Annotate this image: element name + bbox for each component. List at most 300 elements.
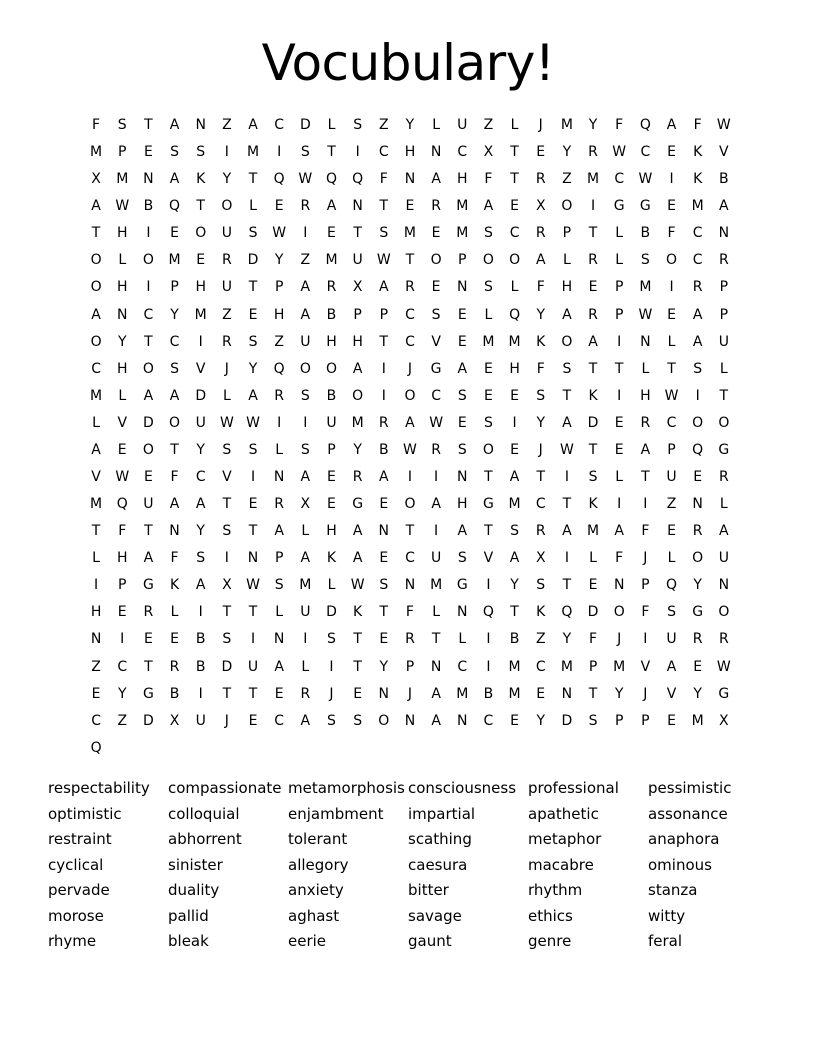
grid-letter: U <box>195 414 206 431</box>
word-list-item: metaphor <box>528 830 602 848</box>
grid-letter: M <box>508 333 521 350</box>
grid-letter: Y <box>353 441 362 458</box>
grid-letter: X <box>483 144 494 161</box>
word-list-item: scathing <box>408 830 472 848</box>
grid-letter: U <box>718 333 729 350</box>
grid-letter: O <box>90 279 102 296</box>
grid-letter: R <box>692 279 703 296</box>
grid-letter: E <box>483 387 493 404</box>
grid-letter: V <box>431 333 441 350</box>
grid-letter: T <box>144 117 153 133</box>
grid-letter: Q <box>666 577 678 594</box>
grid-letter: J <box>617 631 622 648</box>
grid-letter: L <box>484 306 493 323</box>
grid-letter: G <box>352 496 364 513</box>
grid-letter: O <box>352 387 364 404</box>
grid-letter: T <box>562 387 572 404</box>
grid-letter: K <box>588 387 598 404</box>
grid-letter: F <box>641 604 650 621</box>
grid-letter: R <box>535 523 546 540</box>
grid-letter: I <box>434 523 439 540</box>
grid-letter: J <box>407 685 413 702</box>
grid-letter: X <box>352 279 363 296</box>
grid-letter: M <box>560 117 573 133</box>
grid-letter: E <box>327 225 336 242</box>
grid-letter: C <box>457 658 468 675</box>
grid-letter: W <box>219 414 234 431</box>
word-list-item: macabre <box>528 855 594 874</box>
grid-letter: U <box>221 279 232 296</box>
grid-letter: C <box>91 360 101 377</box>
grid-letter: I <box>224 144 229 161</box>
grid-letter: T <box>91 523 101 540</box>
grid-letter: A <box>352 550 363 567</box>
grid-letter: E <box>405 198 415 215</box>
grid-letter: R <box>300 198 311 215</box>
grid-letter: Z <box>222 306 232 323</box>
grid-letter: I <box>198 685 203 702</box>
grid-letter: F <box>405 604 414 621</box>
grid-letter: D <box>587 604 599 621</box>
grid-letter: S <box>693 360 703 377</box>
word-list-item: impartial <box>408 804 476 823</box>
grid-letter: T <box>562 577 572 594</box>
grid-letter: L <box>458 631 467 648</box>
grid-letter: S <box>222 523 232 540</box>
grid-letter: K <box>536 604 546 621</box>
grid-letter: Y <box>379 658 389 675</box>
grid-letter: T <box>91 225 101 242</box>
grid-letter: L <box>249 198 257 215</box>
grid-letter: E <box>536 685 546 702</box>
grid-letter: O <box>666 252 678 269</box>
word-list-item: pervade <box>48 881 110 899</box>
grid-letter: L <box>92 550 100 567</box>
word-list-item: morose <box>48 906 104 925</box>
grid-letter: S <box>196 144 206 161</box>
grid-letter: P <box>118 577 127 594</box>
grid-letter: E <box>379 496 389 513</box>
grid-letter: E <box>431 279 441 296</box>
grid-letter: O <box>482 441 494 458</box>
grid-letter: Y <box>614 685 624 702</box>
grid-letter: Q <box>509 306 521 323</box>
grid-letter: T <box>510 604 519 621</box>
grid-letter: E <box>353 685 363 702</box>
grid-letter: H <box>90 604 102 621</box>
word-list-item: rhyme <box>48 932 97 950</box>
grid-letter: R <box>378 414 389 431</box>
grid-letter: T <box>196 198 205 215</box>
grid-letter: A <box>405 414 415 431</box>
grid-letter: E <box>170 225 179 242</box>
grid-letter: T <box>353 631 362 648</box>
grid-letter: D <box>143 712 154 729</box>
grid-letter: O <box>509 252 521 269</box>
grid-letter: Y <box>248 360 258 377</box>
grid-letter: A <box>195 577 206 594</box>
grid-letter: T <box>667 360 676 377</box>
grid-letter: A <box>248 117 258 133</box>
grid-letter: N <box>404 171 416 188</box>
grid-letter: A <box>535 252 546 269</box>
grid-letter: A <box>719 198 729 215</box>
grid-letter: M <box>691 198 704 215</box>
grid-letter: A <box>248 387 258 404</box>
grid-letter: I <box>94 577 99 594</box>
grid-letter: T <box>719 387 729 404</box>
grid-letter: N <box>692 496 703 513</box>
grid-letter: S <box>222 631 232 648</box>
grid-letter: Z <box>300 252 311 269</box>
grid-letter: G <box>718 685 730 702</box>
grid-letter: L <box>667 333 676 350</box>
grid-letter: E <box>693 658 703 675</box>
word-list-item: caesura <box>408 855 468 874</box>
grid-letter: E <box>143 631 153 648</box>
grid-letter: Z <box>274 333 284 350</box>
grid-letter: S <box>117 117 127 133</box>
grid-letter: T <box>248 685 258 702</box>
grid-letter: C <box>640 144 651 161</box>
word-list-item: savage <box>408 906 462 925</box>
grid-letter: H <box>116 550 128 567</box>
grid-letter: E <box>614 414 624 431</box>
grid-letter: A <box>509 469 520 486</box>
grid-letter: O <box>692 414 704 431</box>
grid-letter: A <box>719 523 729 540</box>
word-list-item: bleak <box>168 932 209 950</box>
grid-letter: S <box>640 252 650 269</box>
grid-letter: S <box>483 279 493 296</box>
grid-letter: F <box>118 523 127 540</box>
grid-letter: R <box>221 333 232 350</box>
word-list-item: pallid <box>168 906 209 925</box>
grid-letter: I <box>564 469 569 486</box>
grid-letter: C <box>405 550 415 567</box>
grid-letter: C <box>378 144 389 161</box>
grid-letter: M <box>508 685 521 702</box>
grid-letter: H <box>640 387 651 404</box>
grid-letter: N <box>90 631 102 648</box>
grid-letter: T <box>536 469 546 486</box>
grid-letter: L <box>719 360 728 377</box>
grid-letter: I <box>198 333 203 350</box>
grid-letter: E <box>379 550 389 567</box>
grid-letter: T <box>170 441 179 458</box>
grid-letter: I <box>669 279 674 296</box>
grid-letter: D <box>326 604 337 621</box>
grid-letter: P <box>274 550 284 567</box>
grid-letter: T <box>588 685 598 702</box>
grid-letter: Y <box>222 171 232 188</box>
grid-letter: R <box>169 658 180 675</box>
grid-letter: A <box>274 658 284 675</box>
grid-letter: O <box>718 414 730 431</box>
grid-letter: M <box>168 252 181 269</box>
grid-letter: D <box>195 387 207 404</box>
grid-letter: R <box>143 604 154 621</box>
grid-letter: B <box>169 685 180 702</box>
grid-letter: C <box>692 252 703 269</box>
grid-letter: I <box>303 631 308 648</box>
grid-letter: T <box>510 171 519 188</box>
grid-letter: A <box>457 360 468 377</box>
grid-letter: L <box>118 252 127 269</box>
grid-letter: I <box>120 631 125 648</box>
grid-letter: R <box>718 469 729 486</box>
grid-letter: X <box>535 550 546 567</box>
word-list-item: abhorrent <box>168 830 242 848</box>
grid-letter: P <box>562 225 572 242</box>
grid-letter: S <box>457 387 467 404</box>
grid-letter: W <box>638 306 653 323</box>
grid-letter: F <box>615 117 624 133</box>
grid-letter: U <box>195 712 206 729</box>
grid-letter: T <box>222 496 232 513</box>
word-list-item: ethics <box>528 906 573 925</box>
grid-letter: S <box>170 144 179 161</box>
grid-letter: T <box>222 604 232 621</box>
word-list-item: eerie <box>288 932 327 950</box>
grid-letter: H <box>326 523 337 540</box>
grid-letter: A <box>326 198 337 215</box>
grid-letter: L <box>432 117 441 133</box>
grid-letter: D <box>221 658 233 675</box>
grid-letter: Y <box>588 117 598 133</box>
grid-letter: E <box>614 441 624 458</box>
grid-letter: Y <box>536 306 546 323</box>
grid-letter: T <box>353 225 362 242</box>
grid-letter: M <box>299 577 312 594</box>
grid-letter: M <box>116 171 129 188</box>
grid-letter: Y <box>405 117 415 133</box>
grid-letter: A <box>666 117 677 133</box>
grid-letter: I <box>277 144 282 161</box>
grid-letter: P <box>588 658 598 675</box>
grid-letter: S <box>170 360 179 377</box>
grid-letter: N <box>195 117 206 133</box>
grid-letter: E <box>457 414 467 431</box>
grid-letter: Z <box>117 712 128 729</box>
grid-letter: Q <box>273 360 285 377</box>
grid-letter: T <box>248 279 258 296</box>
grid-letter: G <box>639 198 651 215</box>
grid-letter: I <box>643 631 648 648</box>
grid-letter: R <box>588 144 598 161</box>
grid-letter: F <box>641 523 650 540</box>
grid-letter: T <box>379 333 389 350</box>
grid-letter: C <box>692 225 703 242</box>
grid-letter: X <box>300 496 311 513</box>
grid-letter: A <box>352 523 363 540</box>
grid-letter: I <box>695 387 700 404</box>
grid-letter: O <box>142 360 154 377</box>
grid-letter: M <box>691 712 704 729</box>
grid-letter: Y <box>196 523 205 540</box>
grid-letter: Q <box>482 604 494 621</box>
grid-letter: H <box>273 306 285 323</box>
grid-letter: J <box>538 117 543 133</box>
page-title: Vocubulary! <box>261 34 555 92</box>
word-list-item: colloquial <box>168 804 240 823</box>
grid-letter: A <box>169 171 180 188</box>
grid-letter: A <box>143 387 154 404</box>
grid-letter: I <box>250 631 256 648</box>
grid-letter: Z <box>666 496 677 513</box>
grid-letter: N <box>116 306 128 323</box>
grid-letter: M <box>403 225 416 242</box>
grid-letter: J <box>538 441 543 458</box>
grid-letter: P <box>170 279 179 296</box>
grid-letter: Q <box>639 117 651 133</box>
grid-letter: A <box>300 306 311 323</box>
grid-letter: N <box>718 225 730 242</box>
grid-letter: C <box>169 333 180 350</box>
grid-letter: E <box>667 306 676 323</box>
grid-letter: E <box>248 306 258 323</box>
grid-letter: L <box>510 279 519 296</box>
grid-letter: L <box>510 117 519 133</box>
grid-letter: L <box>222 387 231 404</box>
grid-letter: W <box>350 577 365 594</box>
grid-letter: I <box>303 225 308 242</box>
grid-letter: E <box>510 387 519 404</box>
grid-letter: I <box>564 550 569 567</box>
grid-letter: F <box>536 360 545 377</box>
grid-letter: Y <box>117 333 127 350</box>
grid-letter: O <box>404 387 416 404</box>
grid-letter: N <box>378 523 390 540</box>
grid-letter: E <box>274 685 284 702</box>
grid-letter: R <box>300 685 311 702</box>
grid-letter: K <box>588 496 598 513</box>
grid-letter: Q <box>325 171 337 188</box>
grid-letter: S <box>327 712 336 729</box>
grid-letter: Y <box>536 414 546 431</box>
grid-letter: A <box>509 550 520 567</box>
grid-letter: N <box>640 333 651 350</box>
grid-letter: R <box>352 469 363 486</box>
grid-letter: D <box>299 117 311 133</box>
grid-letter: T <box>562 496 572 513</box>
grid-letter: G <box>142 577 154 594</box>
grid-letter: T <box>484 523 493 540</box>
grid-letter: S <box>431 306 441 323</box>
grid-letter: P <box>667 441 676 458</box>
word-list-item: duality <box>168 881 220 899</box>
grid-letter: E <box>117 604 127 621</box>
grid-letter: G <box>482 496 494 513</box>
grid-letter: A <box>300 469 311 486</box>
grid-letter: W <box>272 225 287 242</box>
grid-letter: I <box>486 577 491 594</box>
grid-letter: P <box>458 252 467 269</box>
grid-letter: W <box>115 198 130 215</box>
grid-letter: P <box>719 279 729 296</box>
grid-letter: P <box>353 306 362 323</box>
word-list-item: rhythm <box>528 881 583 899</box>
grid-letter: S <box>248 441 258 458</box>
grid-letter: L <box>589 550 597 567</box>
grid-letter: N <box>273 631 285 648</box>
grid-letter: O <box>90 333 102 350</box>
grid-letter: X <box>719 712 729 729</box>
grid-letter: L <box>432 604 441 621</box>
grid-letter: S <box>327 631 336 648</box>
word-list-item: witty <box>648 906 686 925</box>
grid-letter: U <box>666 631 677 648</box>
grid-letter: E <box>510 441 519 458</box>
grid-letter: S <box>536 577 546 594</box>
grid-letter: W <box>115 469 130 486</box>
word-list-item: allegory <box>288 855 349 874</box>
grid-letter: A <box>169 387 180 404</box>
grid-letter: Q <box>352 171 364 188</box>
word-list-item: sinister <box>168 855 223 874</box>
grid-letter: A <box>300 279 311 296</box>
word-list-item: professional <box>528 779 619 797</box>
grid-letter: S <box>222 441 232 458</box>
grid-letter: Q <box>90 739 102 756</box>
grid-letter: I <box>512 414 517 431</box>
grid-letter: J <box>224 360 229 377</box>
grid-letter: E <box>457 306 467 323</box>
grid-letter: G <box>692 604 704 621</box>
grid-letter: E <box>536 144 546 161</box>
grid-letter: T <box>144 333 153 350</box>
grid-letter: A <box>91 441 101 458</box>
grid-letter: Y <box>693 685 702 702</box>
grid-letter: S <box>483 225 493 242</box>
grid-letter: M <box>430 577 443 594</box>
grid-letter: S <box>248 225 258 242</box>
grid-letter: W <box>429 414 444 431</box>
grid-letter: S <box>536 387 546 404</box>
grid-letter: Y <box>562 631 572 648</box>
grid-letter: O <box>299 360 311 377</box>
grid-letter: O <box>718 604 730 621</box>
word-list-item: genre <box>528 932 572 950</box>
grid-letter: A <box>379 279 389 296</box>
grid-letter: A <box>666 658 677 675</box>
grid-letter: T <box>588 360 598 377</box>
grid-letter: N <box>457 469 468 486</box>
grid-letter: E <box>327 469 336 486</box>
grid-letter: I <box>224 550 229 567</box>
grid-letter: A <box>169 496 180 513</box>
grid-letter: S <box>300 387 310 404</box>
grid-letter: E <box>510 198 519 215</box>
grid-letter: F <box>170 469 179 486</box>
grid-letter: O <box>561 333 573 350</box>
grid-letter: A <box>562 523 572 540</box>
word-list-item: metamorphosis <box>288 779 405 797</box>
grid-letter: T <box>614 360 624 377</box>
grid-letter: Q <box>561 604 573 621</box>
grid-letter: M <box>560 658 573 675</box>
grid-letter: Y <box>196 441 205 458</box>
grid-letter: X <box>91 171 101 188</box>
grid-letter: V <box>117 414 128 431</box>
grid-letter: S <box>588 712 598 729</box>
grid-letter: R <box>718 631 729 648</box>
grid-letter: M <box>508 658 521 675</box>
grid-letter: T <box>405 252 415 269</box>
grid-letter: P <box>614 712 624 729</box>
word-list-item: cyclical <box>48 855 104 874</box>
grid-letter: I <box>329 658 334 675</box>
